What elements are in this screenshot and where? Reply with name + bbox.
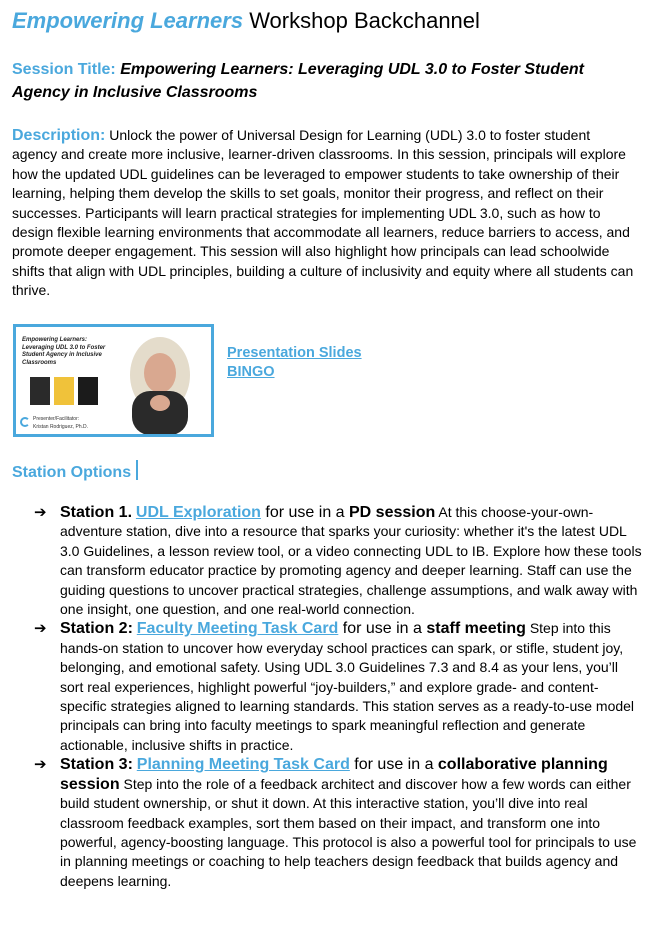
presenter-name: Kristan Rodriguez, Ph.D. <box>33 424 89 430</box>
description-label: Description: <box>12 127 106 144</box>
book-cover-icon <box>54 377 74 405</box>
thumbnail-title: Empowering Learners: Leveraging UDL 3.0 to Foster Student Agency in Inclusive Classrooms <box>22 337 106 366</box>
station-prefix: Station 1. <box>60 504 133 521</box>
arrow-bullet-icon: ➔ <box>34 504 47 521</box>
description-block <box>12 126 637 301</box>
station-item <box>34 619 644 755</box>
station-text: At this choose-your-own-adventure station, dive into a resource that sparks your curiosity: whether it's the latest UDL 3.0 Guidelines, a lesson review tool, or a video connecting UDL to IB. Explore how these tools can transform educator practice by promoting agency and deeper learning. Staff can use the guiding questions to uncover practical strategies, challenge assumptions, and walk away with one insight, one question, and one real-world connection. <box>60 504 642 618</box>
logo-icon <box>20 417 30 427</box>
station-text: Step into the role of a feedback architect and discover how a few words can either build student ownership, or shut it down. At this interactive station, you’ll dive into real classroom feedback examples, sort them based on their impact, and transform one into powerful, agency-boosting language. This protocol is also a powerful tool for principals to use in planning meetings or coaching to help teachers design feedback that builds agency and deepens learning. <box>60 775 637 889</box>
station-list <box>34 503 644 891</box>
station-context: staff meeting <box>426 620 526 638</box>
book-cover-icon <box>78 377 98 405</box>
station-text: Step into this hands-on station to uncover how everyday school practices can spark, or stifle, student joy, belonging, and emotional safety. Using UDL 3.0 Guidelines 7.3 and 8.4 as your lens, you’ll sort real experiences, highlight powerful “joy-builders,” and explore grade- and content-specific strategies aligned to learning standards. This station serves as a ready-to-use model principals can bring into faculty meetings to spark meaningful reflection and generate actionable, inclusive shifts in practice. <box>60 620 635 753</box>
station-item <box>34 503 644 619</box>
title-accent: Empowering Learners <box>12 8 244 33</box>
title-rest: Workshop Backchannel <box>243 8 480 33</box>
presentation-thumbnail[interactable] <box>13 324 214 437</box>
station-mid: for use in a <box>349 756 438 774</box>
presenter-photo <box>112 331 208 435</box>
station-prefix: Station 3: <box>60 756 133 774</box>
station-context: collaborative planning session <box>60 756 608 793</box>
session-title-value: Empowering Learners: Leveraging UDL 3.0 to Foster Student Agency in Inclusive Classrooms <box>12 61 584 101</box>
station-context: PD session <box>349 504 436 521</box>
session-title-label: Session Title: <box>12 61 116 78</box>
station-prefix: Station 2: <box>60 620 133 638</box>
station-options-label: Station Options <box>12 464 132 481</box>
arrow-bullet-icon: ➔ <box>34 620 47 638</box>
station-item <box>34 755 644 891</box>
station-options-heading <box>12 460 138 482</box>
resource-links <box>227 344 362 382</box>
bingo-link[interactable]: BINGO <box>227 364 275 380</box>
book-cover-icon <box>30 377 50 405</box>
presenter-label: Presenter/Facilitator: <box>33 416 80 422</box>
station-mid: for use in a <box>338 620 427 638</box>
session-title-block <box>12 58 637 104</box>
presenter-credit <box>33 415 88 431</box>
text-cursor <box>136 460 138 480</box>
description-text: Unlock the power of Universal Design for Learning (UDL) 3.0 to foster student agency and create more inclusive, learner-driven classrooms. In this session, principals will explore how the updated UDL guidelines can be leveraged to empower students to take ownership of their learning, helping them develop the skills to set goals, monitor their progress, and reflect on their successes. Participants will learn practical strategies for implementing UDL 3.0, such as how to design flexible learning environments that accommodate all learners, reduce barriers to access, and promote deeper engagement. This session will also highlight how principals can lead schoolwide shifts that align with UDL principles, building a culture of inclusivity and equity where all students can thrive. <box>12 127 634 299</box>
station-link-planning-meeting[interactable]: Planning Meeting Task Card <box>136 756 350 774</box>
station-mid: for use in a <box>260 504 349 521</box>
presentation-slides-link[interactable]: Presentation Slides <box>227 345 362 361</box>
station-link-udl-exploration[interactable]: UDL Exploration <box>135 504 261 521</box>
page-title <box>12 8 480 34</box>
station-link-faculty-meeting[interactable]: Faculty Meeting Task Card <box>136 620 339 638</box>
arrow-bullet-icon: ➔ <box>34 756 47 774</box>
